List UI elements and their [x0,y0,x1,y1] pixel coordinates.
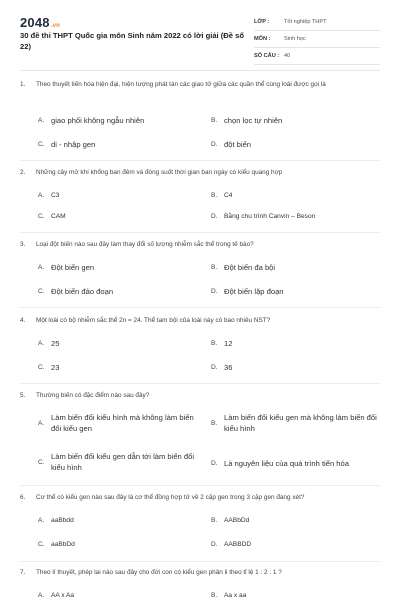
option-text: C3 [51,192,60,199]
question-5 [20,391,380,401]
option-a[interactable] [38,190,59,201]
option-b[interactable] [211,338,232,349]
question-divider [20,561,380,562]
option-b[interactable] [211,412,381,434]
option-text: Đột biến đa bội [224,263,276,272]
option-text: Aa x aa [224,592,247,599]
question-3 [20,240,380,250]
option-text: AABBDD [224,541,252,548]
option-key: D. [211,213,218,220]
question-number: 6. [20,494,26,501]
question-number: 2. [20,169,26,176]
question-divider [20,485,380,486]
question-6 [20,493,380,503]
option-c[interactable] [38,362,59,373]
meta-label: MÔN : [254,36,271,42]
meta-value: 40 [284,53,291,59]
option-key: D. [211,364,218,371]
meta-row-grade [254,14,380,31]
question-divider [20,307,380,308]
option-key: D. [211,141,218,148]
site-logo[interactable] [20,15,60,30]
option-text: Đột biến lặp đoạn [224,287,284,296]
option-d[interactable] [211,286,284,297]
question-number: 1. [20,81,26,88]
option-text: di - nhập gen [51,140,96,149]
option-c[interactable] [38,539,75,550]
option-text: CAM [51,213,66,220]
exam-meta [254,14,380,65]
option-text: Làm biến đổi kiểu gen dẫn tới làm biến đổi kiểu hình [51,452,195,472]
option-key: D. [211,541,218,548]
option-a[interactable] [38,262,94,273]
option-d[interactable] [211,362,232,373]
question-number: 4. [20,317,26,324]
question-text: Theo thuyết tiến hóa hiện đại, hiện tượng phát tán các giao tử giữa các quần thể cùng loài được gọi là [36,81,326,88]
option-a[interactable] [38,115,144,126]
question-7 [20,568,380,578]
header-divider [20,70,380,71]
option-text: Làm biến đổi kiểu hình mà không làm biến đổi kiểu gen [51,413,194,433]
meta-row-subject [254,31,380,48]
option-key: A. [38,419,45,427]
option-a[interactable] [38,412,203,434]
option-c[interactable] [38,139,95,150]
option-key: B. [211,340,218,347]
option-text: Bằng chu trình Canvin – Beson [224,213,316,220]
option-text: Làm biến đổi kiểu gen mà không làm biến đổi kiểu hình [224,413,377,433]
option-text: aaBbdd [51,517,74,524]
option-key: C. [38,213,45,220]
option-key: C. [38,141,45,148]
question-number: 5. [20,392,26,399]
question-2 [20,168,380,178]
option-text: Đột biến đảo đoạn [51,287,114,296]
meta-value: Tốt nghiệp THPT [284,19,327,25]
option-key: A. [38,517,45,524]
question-number: 3. [20,241,26,248]
option-key: A. [38,264,45,271]
option-key: D. [211,288,218,295]
option-key: C. [38,541,45,548]
option-text: giao phối không ngẫu nhiên [51,116,145,125]
option-text: 12 [224,339,233,348]
option-key: A. [38,117,45,124]
option-text: 36 [224,363,233,372]
option-text: AA x Aa [51,592,75,599]
option-text: 23 [51,363,60,372]
option-text: 25 [51,339,60,348]
option-a[interactable] [38,515,74,526]
option-key: A. [38,192,45,199]
option-text: aaBbDd [51,541,75,548]
option-d[interactable] [211,139,251,150]
meta-value: Sinh học [284,36,306,42]
option-key: C. [38,458,45,466]
option-key: C. [38,364,45,371]
option-key: B. [211,592,218,599]
option-key: B. [211,192,218,199]
option-text: AABbDd [224,517,250,524]
option-c[interactable] [38,451,203,473]
question-text: Loại đột biến nào sau đây làm thay đổi số lượng nhiễm sắc thể trong tế bào? [36,241,254,248]
option-text: Đột biến gen [51,263,95,272]
option-text: C4 [224,192,233,199]
option-key: C. [38,288,45,295]
logo-suffix: .vn [50,23,61,29]
option-b[interactable] [211,115,282,126]
option-text: Là nguyên liệu của quá trình tiến hóa [224,459,349,468]
question-number: 7. [20,569,26,576]
option-key: A. [38,340,45,347]
option-d[interactable] [211,458,386,469]
question-divider [20,160,380,161]
question-text: Cơ thể có kiểu gen nào sau đây là cơ thể đồng hợp tử về 2 cặp gen trong 3 cặp gen đang xét? [36,494,305,501]
option-d[interactable] [211,211,315,222]
option-key: B. [211,264,218,271]
question-4 [20,316,380,326]
question-text: Theo lí thuyết, phép lai nào sau đây cho đời con có kiểu gen phân li theo tỉ lệ 1 : 2 : 1 ? [36,569,282,576]
page-title: 30 đề thi THPT Quốc gia môn Sinh năm 2022 có lời giải (Đề số 22) [20,31,244,51]
option-key: B. [211,419,218,427]
meta-row-count [254,48,380,65]
question-text: Một loài có bộ nhiễm sắc thể 2n = 24. Thể tam bội của loài này có bao nhiêu NST? [36,317,271,324]
option-d[interactable] [211,539,251,550]
option-key: D. [211,460,218,467]
option-key: B. [211,517,218,524]
option-b[interactable] [211,190,232,201]
option-b[interactable] [211,590,246,601]
option-text: đột biến [224,140,252,149]
question-text: Những cây mở khí khổng ban đêm và đóng suốt thời gian ban ngày có kiểu quang hợp [36,169,283,176]
option-b[interactable] [211,515,249,526]
question-1 [20,80,380,90]
question-divider [20,383,380,384]
option-text: chọn lọc tự nhiên [224,116,283,125]
question-text: Thường biến có đặc điểm nào sau đây? [36,392,150,399]
question-divider [20,232,380,233]
option-b[interactable] [211,262,275,273]
option-key: B. [211,117,218,124]
option-a[interactable] [38,590,74,601]
option-c[interactable] [38,211,66,222]
option-c[interactable] [38,286,113,297]
logo-main: 2048 [20,15,50,30]
meta-label: SỐ CÂU : [254,53,280,59]
option-key: A. [38,592,45,599]
option-a[interactable] [38,338,59,349]
meta-label: LỚP : [254,19,270,25]
